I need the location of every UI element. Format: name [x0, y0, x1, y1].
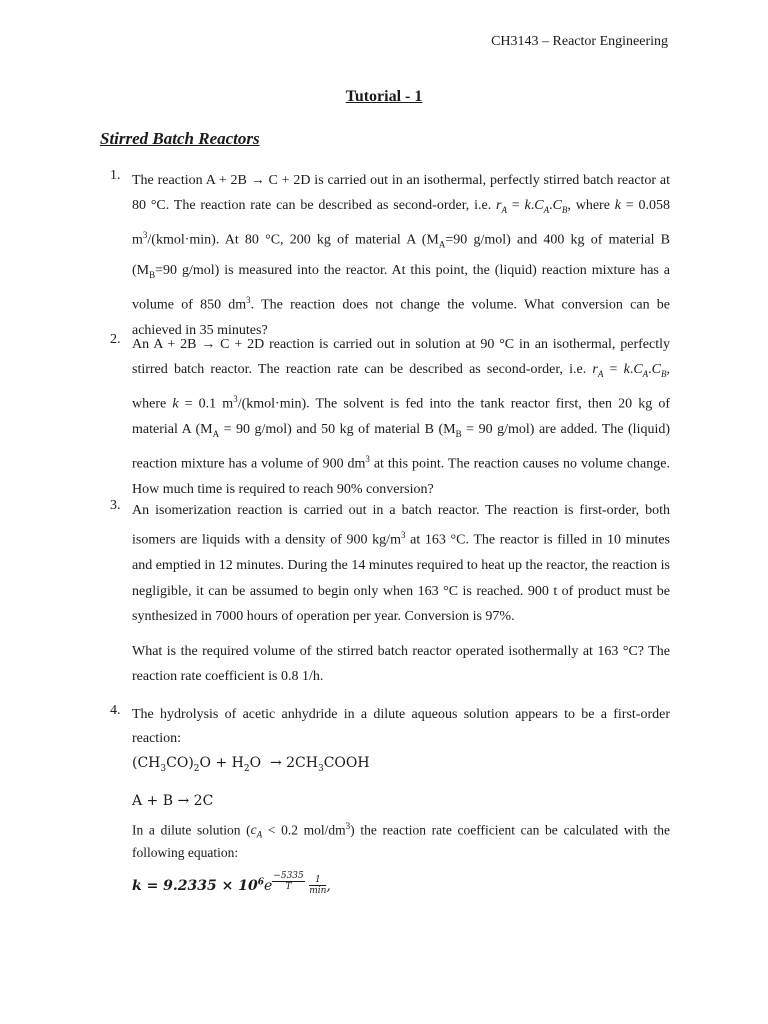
question-number: 1.: [110, 168, 121, 183]
question-text: An A + 2B → C + 2D reaction is carried out in solution at 90 °C in an isothermal, perfectly stirred batch reactor. The reaction rate can be described as second-order, i.e. $r_A = k.C_A.C_B$, where k = 0.1 $m^3/(kmol\cdot\min)$. The solvent is fed into the tank reactor first, then 20 kg of material A ($M_A = 90$ g/mol) and 50 kg of material B ($M_B = 90$ g/mol) are added. The (liquid) reaction mixture has a volume of 900 $dm^3$ at this point. The reaction causes no volume change. How much time is required to reach 90% conversion?: [132, 337, 671, 498]
reaction-equation: $(CH_3CO)_2O + H_2O$ → $2CH_3COOH$: [132, 755, 370, 774]
question-4: [110, 703, 670, 898]
question-3: [110, 498, 670, 690]
question-number: 3.: [110, 498, 121, 513]
tutorial-title: Tutorial - 1: [345, 88, 423, 105]
course-header: CH3143 – Reactor Engineering: [491, 34, 668, 49]
question-3-followup: What is the required volume of the stirred batch reactor operated isothermally at 163 °C? The reaction rate coefficient is 0.8 1/h.: [132, 644, 670, 685]
rate-formula: $k = 9.2335 \times 10^6e$ $^{\frac{-5335}{T}}$ $\frac{1}{\min}$ ,: [132, 871, 331, 897]
question-text: An isomerization reaction is carried out in a batch reactor. The reaction is first-order, both isomers are liquids with a density of 900 $kg/m^3$ at 163 °C. The reactor is filled in 10 minutes and emptied in 12 minutes. During the 14 minutes required to heat up the reactor, the reaction is negligible, it can be assumed to begin only when 163 °C is reached. 900 t of product must be synthesized in 7000 hours of operation per year. Conversion is 97%. What is the required volume of the stirred batch reactor operated isothermally at 163 °C? The reaction rate coefficient is 0.8 1/h.: [132, 498, 670, 690]
question-4-intro: The hydrolysis of acetic anhydride in a dilute aqueous solution appears to be a first-order reaction:: [132, 707, 670, 746]
question-2: [110, 332, 670, 503]
question-text: [132, 703, 670, 898]
question-number: 4.: [110, 703, 121, 718]
question-text: The reaction A + 2B → C + 2D is carried out in an isothermal, perfectly stirred batch reactor at 80 °C. The reaction rate can be described as second-order, i.e. $r_A = k.C_A.C_B$, where k = 0.058 $m^3/(kmol\cdot\min)$. At 80 °C, 200 kg of material A ($M_A=90$ g/mol) and 400 kg of material B ($M_B=90$ g/mol) is measured into the reactor. At this point, the (liquid) reaction mixture has a volume of 850 $dm^3$. The reaction does not change the volume. What conversion can be achieved in 35 minutes?: [132, 173, 670, 339]
question-number: 2.: [110, 332, 121, 347]
question-1: [110, 168, 670, 343]
section-heading: Stirred Batch Reactors: [100, 129, 260, 148]
reaction-shorthand: A + B → 2C: [132, 792, 214, 809]
dilution-condition: In a dilute solution ($c_A < 0.2$ mol/$dm^3$) the reaction rate coefficient can be calculated with the following equation:: [132, 820, 670, 860]
